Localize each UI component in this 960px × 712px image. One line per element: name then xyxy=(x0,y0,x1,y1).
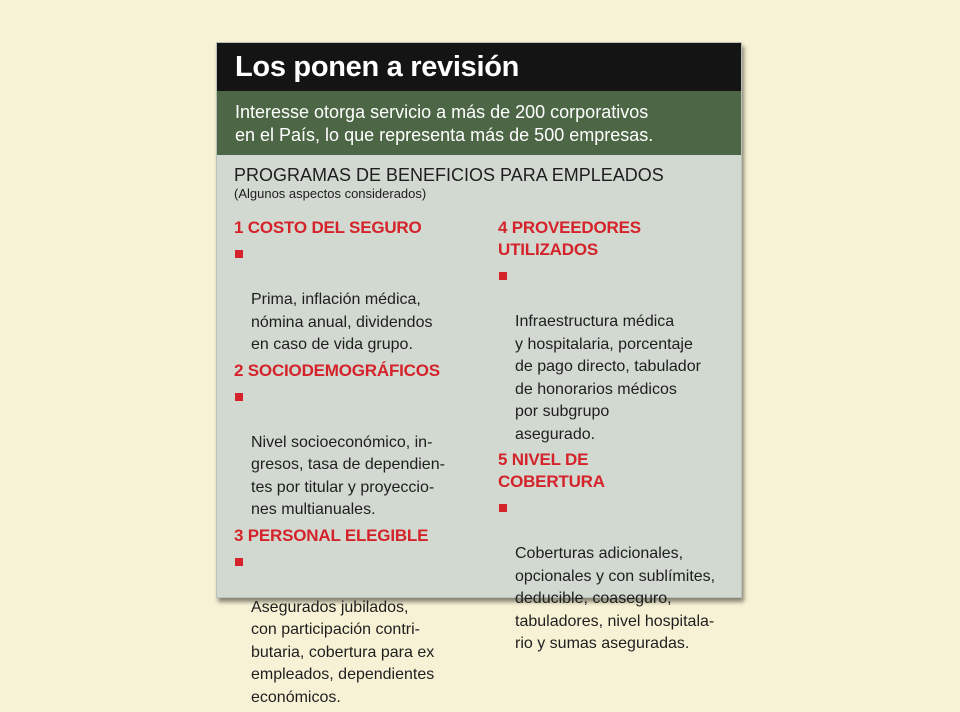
item-sociodemograficos xyxy=(234,360,474,522)
item-body-text: Coberturas adicionales, opcionales y con sublímites, deducible, coaseguro, tabuladores, nivel hospitala- rio y sumas aseguradas. xyxy=(515,545,716,652)
left-column xyxy=(234,217,474,712)
infographic-intro xyxy=(217,91,741,155)
bullet-square-icon xyxy=(499,504,507,512)
bullet-square-icon xyxy=(235,393,243,401)
item-body-text: Prima, inflación médica, nómina anual, dividendos en caso de vida grupo. xyxy=(251,291,433,353)
item-personal-elegible xyxy=(234,525,474,710)
item-nivel-de-cobertura xyxy=(498,449,738,656)
right-column xyxy=(498,217,738,659)
intro-text: Interesse otorga servicio a más de 200 corporativos en el País, lo que representa más de 500 empresas. xyxy=(235,102,654,145)
item-body-text: Nivel socioeconómico, in- gresos, tasa de dependien- tes por titular y proyeccio- nes multianuales. xyxy=(251,433,445,518)
bullet-square-icon xyxy=(235,558,243,566)
item-body xyxy=(234,244,474,357)
infographic-card xyxy=(216,42,742,706)
section-subtitle: (Algunos aspectos considerados) xyxy=(234,186,427,201)
item-body xyxy=(234,552,474,710)
item-body xyxy=(498,498,738,656)
section-title: PROGRAMAS DE BENEFICIOS PARA EMPLEADOS xyxy=(234,165,664,185)
infographic-title: Los ponen a revisión xyxy=(217,43,741,91)
item-body-text: Infraestructura médica y hospitalaria, porcentaje de pago directo, tabulador de honorarios médicos por subgrupo asegurado. xyxy=(515,313,701,443)
item-title: 5 NIVEL DE COBERTURA xyxy=(498,450,605,491)
bullet-square-icon xyxy=(235,250,243,258)
item-title: 1 COSTO DEL SEGURO xyxy=(234,218,422,237)
item-body xyxy=(498,266,738,446)
item-costo-del-seguro xyxy=(234,217,474,357)
item-title: 4 PROVEEDORES UTILIZADOS xyxy=(498,218,641,259)
item-title: 3 PERSONAL ELEGIBLE xyxy=(234,525,429,545)
item-title: 2 SOCIODEMOGRÁFICOS xyxy=(234,360,440,380)
item-proveedores-utilizados xyxy=(498,217,738,446)
item-body-text: Asegurados jubilados, con participación contri- butaria, cobertura para ex empleados, dependientes económicos. xyxy=(251,598,435,706)
item-body xyxy=(234,387,474,522)
bullet-square-icon xyxy=(499,272,507,280)
